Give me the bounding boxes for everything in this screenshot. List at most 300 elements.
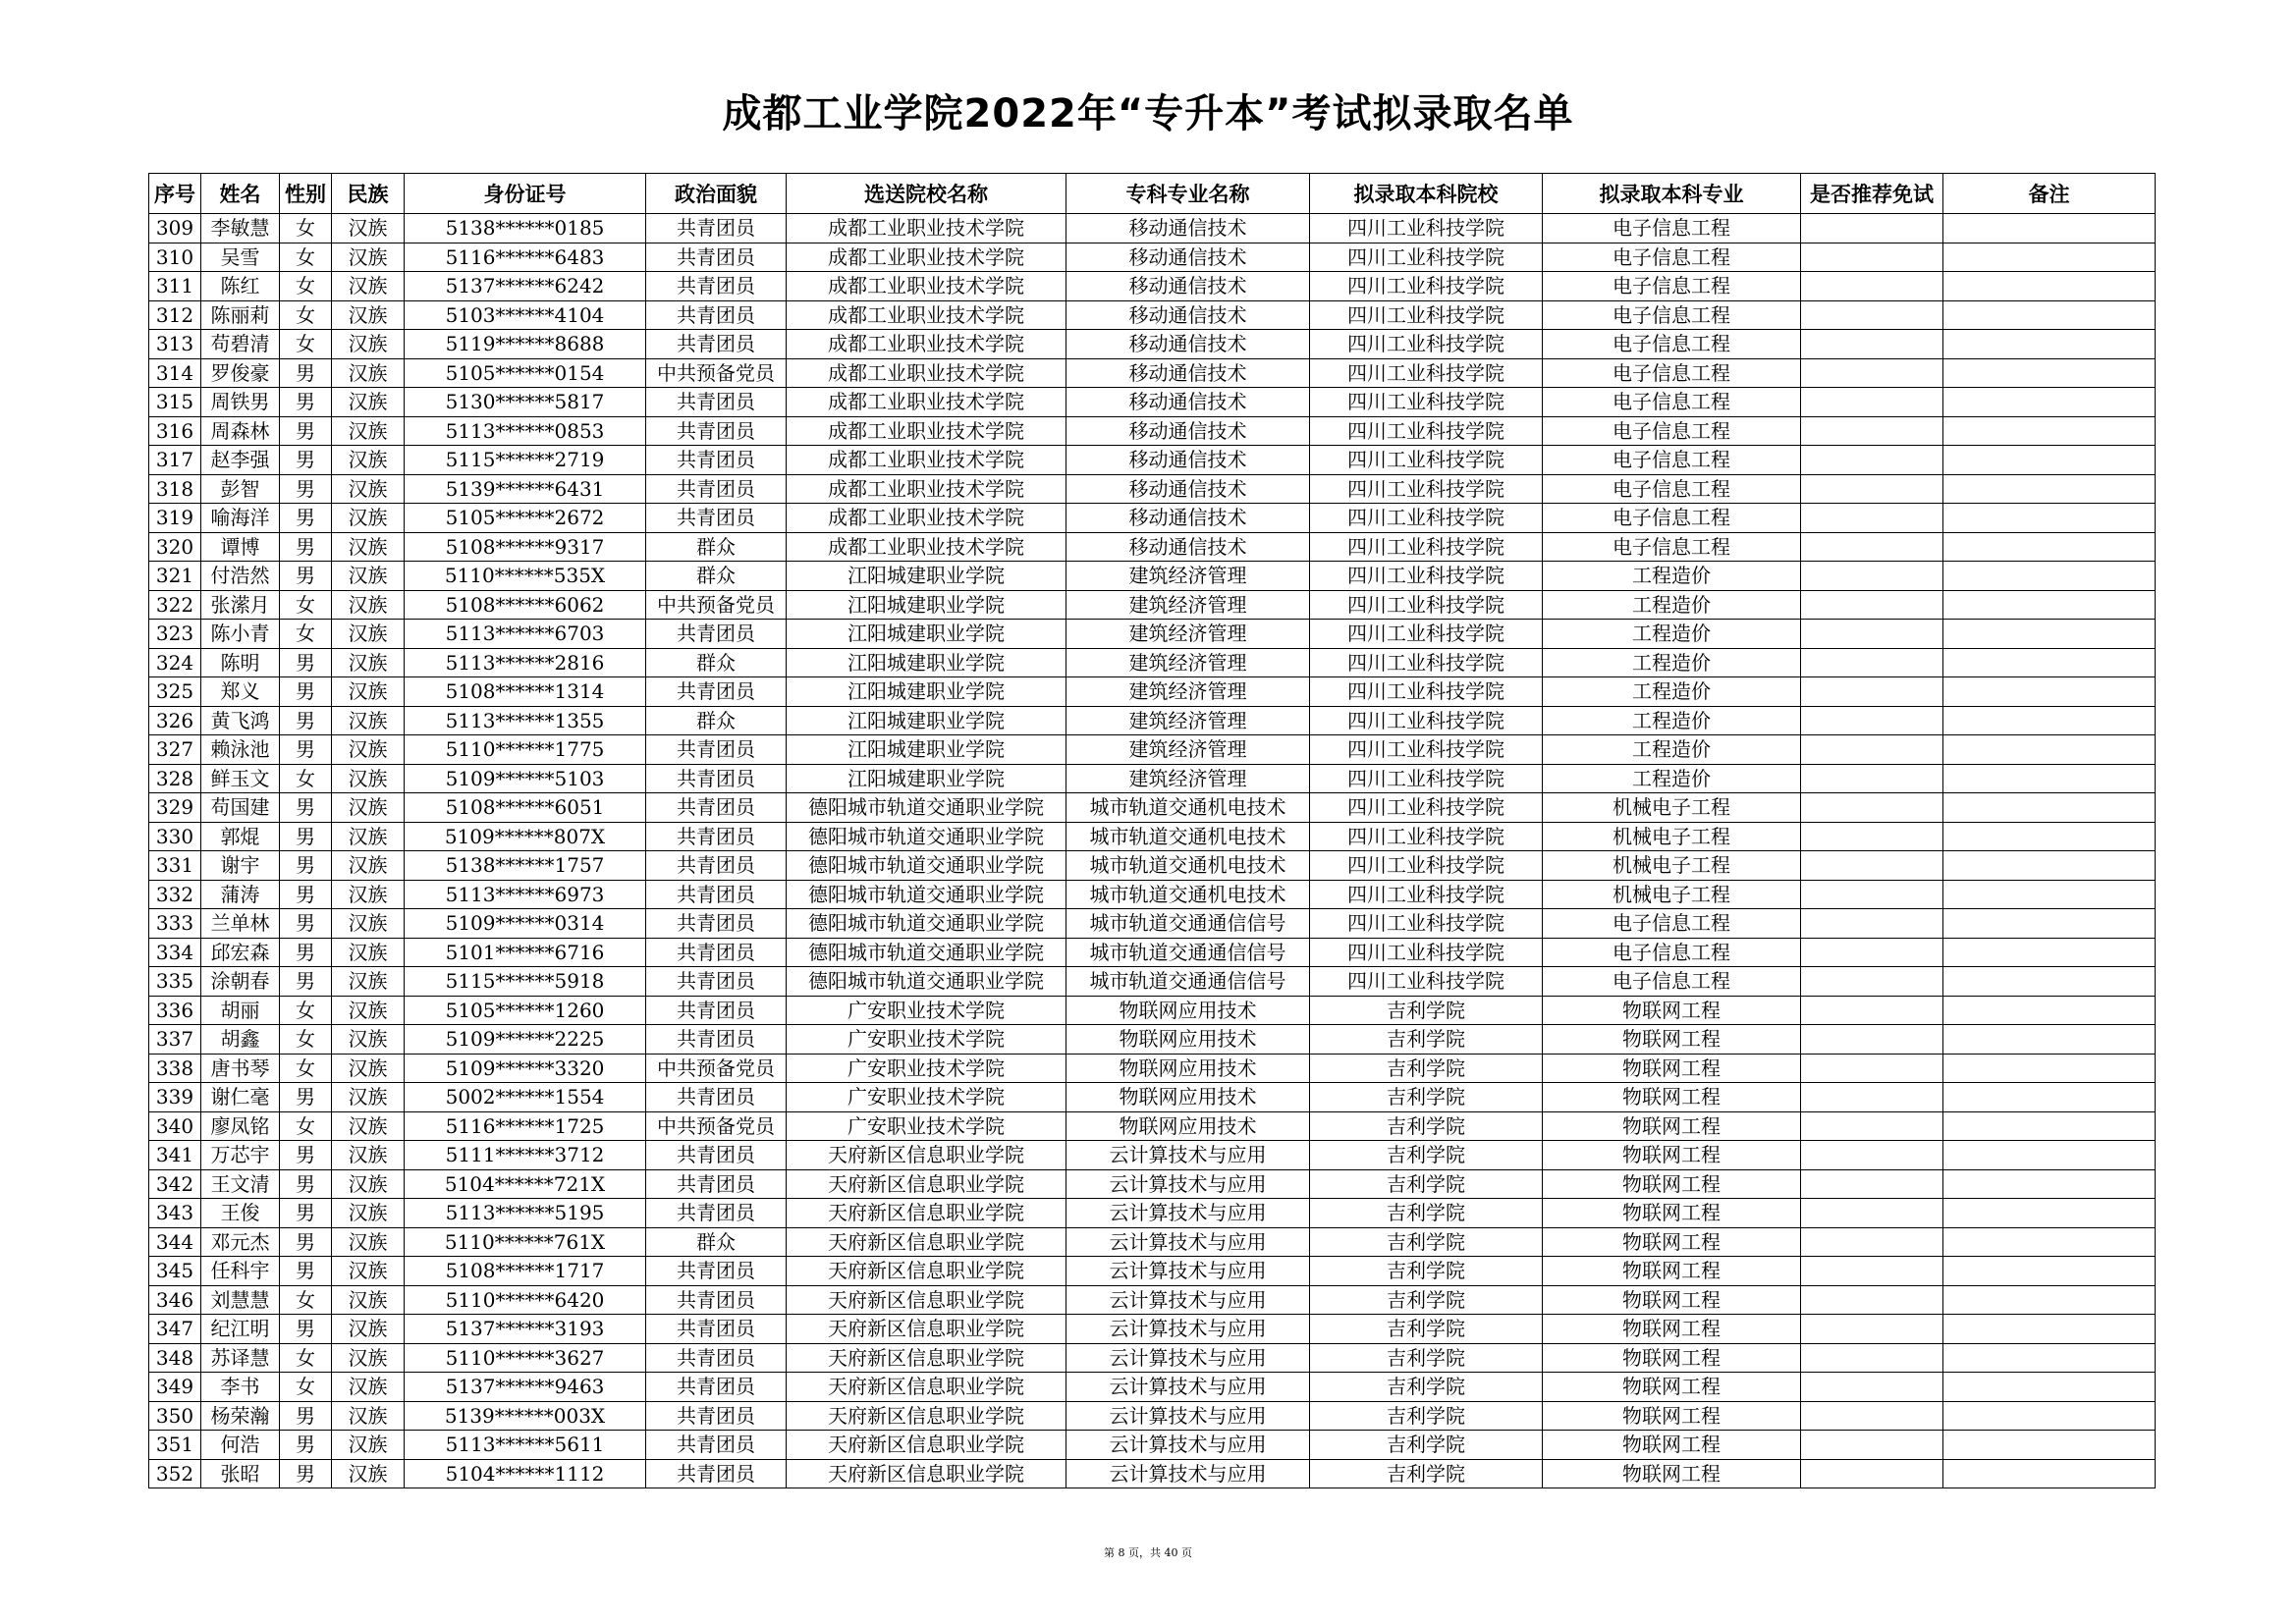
cell-political-status: 共青团员 (646, 1025, 787, 1055)
cell-ethnicity: 汉族 (332, 1111, 405, 1141)
cell-remarks (1943, 416, 2156, 446)
table-row (149, 1401, 2156, 1431)
cell-remarks (1943, 851, 2156, 881)
cell-exam-exempt (1801, 1169, 1943, 1199)
cell-gender: 女 (280, 1285, 332, 1315)
cell-admit-major: 工程造价 (1543, 590, 1801, 620)
cell-source-school: 江阳城建职业学院 (787, 677, 1066, 707)
cell-seq: 335 (149, 967, 201, 997)
cell-political-status: 共青团员 (646, 1169, 787, 1199)
cell-source-school: 成都工业职业技术学院 (787, 474, 1066, 504)
cell-college-major: 云计算技术与应用 (1066, 1343, 1310, 1373)
cell-id-number: 5002******1554 (405, 1083, 646, 1112)
cell-political-status: 共青团员 (646, 1401, 787, 1431)
cell-political-status: 共青团员 (646, 996, 787, 1025)
cell-remarks (1943, 1227, 2156, 1257)
cell-college-major: 城市轨道交通机电技术 (1066, 793, 1310, 823)
cell-source-school: 广安职业技术学院 (787, 1054, 1066, 1083)
cell-name: 兰单林 (201, 909, 280, 939)
cell-political-status: 共青团员 (646, 388, 787, 417)
cell-political-status: 共青团员 (646, 416, 787, 446)
cell-political-status: 共青团员 (646, 272, 787, 301)
cell-admit-major: 工程造价 (1543, 735, 1801, 765)
cell-admit-major: 物联网工程 (1543, 1285, 1801, 1315)
cell-gender: 女 (280, 330, 332, 359)
cell-admit-university: 吉利学院 (1310, 1169, 1543, 1199)
cell-exam-exempt (1801, 996, 1943, 1025)
cell-admit-major: 电子信息工程 (1543, 272, 1801, 301)
cell-seq: 328 (149, 764, 201, 793)
cell-admit-university: 四川工业科技学院 (1310, 330, 1543, 359)
cell-admit-university: 四川工业科技学院 (1310, 909, 1543, 939)
cell-name: 李书 (201, 1373, 280, 1402)
cell-seq: 309 (149, 214, 201, 243)
table-row (149, 358, 2156, 388)
cell-seq: 341 (149, 1141, 201, 1170)
cell-remarks (1943, 532, 2156, 562)
cell-ethnicity: 汉族 (332, 504, 405, 533)
table-row (149, 1111, 2156, 1141)
cell-id-number: 5109******807X (405, 822, 646, 851)
table-row (149, 620, 2156, 649)
cell-seq: 338 (149, 1054, 201, 1083)
cell-name: 黄飞鸿 (201, 706, 280, 735)
cell-admit-major: 物联网工程 (1543, 1227, 1801, 1257)
cell-remarks (1943, 446, 2156, 475)
cell-seq: 337 (149, 1025, 201, 1055)
cell-political-status: 共青团员 (646, 504, 787, 533)
cell-remarks (1943, 1257, 2156, 1286)
cell-admit-university: 四川工业科技学院 (1310, 880, 1543, 909)
cell-admit-university: 四川工业科技学院 (1310, 793, 1543, 823)
cell-political-status: 共青团员 (646, 620, 787, 649)
cell-admit-major: 物联网工程 (1543, 1431, 1801, 1460)
cell-admit-major: 电子信息工程 (1543, 532, 1801, 562)
cell-remarks (1943, 1401, 2156, 1431)
cell-admit-university: 四川工业科技学院 (1310, 272, 1543, 301)
cell-college-major: 移动通信技术 (1066, 532, 1310, 562)
cell-college-major: 云计算技术与应用 (1066, 1285, 1310, 1315)
cell-remarks (1943, 474, 2156, 504)
cell-name: 苏译慧 (201, 1343, 280, 1373)
cell-admit-university: 四川工业科技学院 (1310, 358, 1543, 388)
cell-ethnicity: 汉族 (332, 1401, 405, 1431)
cell-admit-university: 四川工业科技学院 (1310, 474, 1543, 504)
cell-name: 何浩 (201, 1431, 280, 1460)
cell-political-status: 共青团员 (646, 1141, 787, 1170)
cell-source-school: 江阳城建职业学院 (787, 620, 1066, 649)
cell-exam-exempt (1801, 1199, 1943, 1228)
cell-college-major: 移动通信技术 (1066, 214, 1310, 243)
cell-seq: 332 (149, 880, 201, 909)
cell-college-major: 物联网应用技术 (1066, 996, 1310, 1025)
cell-exam-exempt (1801, 967, 1943, 997)
cell-ethnicity: 汉族 (332, 1227, 405, 1257)
cell-gender: 男 (280, 851, 332, 881)
table-row (149, 648, 2156, 677)
cell-remarks (1943, 504, 2156, 533)
cell-id-number: 5137******9463 (405, 1373, 646, 1402)
cell-ethnicity: 汉族 (332, 996, 405, 1025)
cell-source-school: 天府新区信息职业学院 (787, 1199, 1066, 1228)
cell-seq: 342 (149, 1169, 201, 1199)
table-row (149, 735, 2156, 765)
cell-seq: 340 (149, 1111, 201, 1141)
cell-remarks (1943, 967, 2156, 997)
table-row (149, 330, 2156, 359)
cell-admit-university: 四川工业科技学院 (1310, 243, 1543, 272)
header-exam-exempt: 是否推荐免试 (1801, 174, 1943, 214)
cell-source-school: 天府新区信息职业学院 (787, 1315, 1066, 1344)
cell-id-number: 5113******6973 (405, 880, 646, 909)
cell-admit-major: 电子信息工程 (1543, 446, 1801, 475)
cell-admit-major: 工程造价 (1543, 677, 1801, 707)
cell-admit-university: 四川工业科技学院 (1310, 620, 1543, 649)
cell-gender: 男 (280, 416, 332, 446)
cell-seq: 321 (149, 562, 201, 591)
cell-gender: 男 (280, 1401, 332, 1431)
header-political-status: 政治面貌 (646, 174, 787, 214)
cell-name: 陈丽莉 (201, 300, 280, 330)
cell-gender: 女 (280, 996, 332, 1025)
cell-name: 赖泳池 (201, 735, 280, 765)
cell-exam-exempt (1801, 300, 1943, 330)
cell-source-school: 成都工业职业技术学院 (787, 243, 1066, 272)
header-admit-major: 拟录取本科专业 (1543, 174, 1801, 214)
cell-gender: 男 (280, 648, 332, 677)
cell-admit-university: 四川工业科技学院 (1310, 532, 1543, 562)
cell-admit-university: 四川工业科技学院 (1310, 967, 1543, 997)
cell-seq: 346 (149, 1285, 201, 1315)
cell-gender: 男 (280, 677, 332, 707)
cell-remarks (1943, 793, 2156, 823)
cell-remarks (1943, 300, 2156, 330)
cell-political-status: 共青团员 (646, 938, 787, 967)
cell-gender: 男 (280, 532, 332, 562)
cell-admit-university: 四川工业科技学院 (1310, 446, 1543, 475)
cell-college-major: 物联网应用技术 (1066, 1025, 1310, 1055)
cell-admit-university: 吉利学院 (1310, 1054, 1543, 1083)
cell-admit-major: 电子信息工程 (1543, 214, 1801, 243)
cell-admit-university: 四川工业科技学院 (1310, 938, 1543, 967)
cell-source-school: 成都工业职业技术学院 (787, 300, 1066, 330)
cell-gender: 男 (280, 967, 332, 997)
cell-gender: 女 (280, 1025, 332, 1055)
cell-id-number: 5113******5195 (405, 1199, 646, 1228)
cell-name: 纪江明 (201, 1315, 280, 1344)
cell-ethnicity: 汉族 (332, 1285, 405, 1315)
cell-remarks (1943, 590, 2156, 620)
table-row (149, 996, 2156, 1025)
cell-gender: 女 (280, 590, 332, 620)
cell-college-major: 物联网应用技术 (1066, 1054, 1310, 1083)
cell-seq: 312 (149, 300, 201, 330)
cell-admit-major: 工程造价 (1543, 648, 1801, 677)
cell-admit-major: 电子信息工程 (1543, 416, 1801, 446)
cell-seq: 314 (149, 358, 201, 388)
cell-name: 付浩然 (201, 562, 280, 591)
cell-id-number: 5109******5103 (405, 764, 646, 793)
cell-college-major: 建筑经济管理 (1066, 590, 1310, 620)
cell-political-status: 共青团员 (646, 243, 787, 272)
table-row (149, 300, 2156, 330)
cell-admit-university: 四川工业科技学院 (1310, 214, 1543, 243)
cell-exam-exempt (1801, 1083, 1943, 1112)
cell-remarks (1943, 1285, 2156, 1315)
cell-id-number: 5108******1314 (405, 677, 646, 707)
cell-source-school: 成都工业职业技术学院 (787, 446, 1066, 475)
header-college-major: 专科专业名称 (1066, 174, 1310, 214)
cell-exam-exempt (1801, 909, 1943, 939)
cell-remarks (1943, 706, 2156, 735)
cell-admit-university: 吉利学院 (1310, 1111, 1543, 1141)
cell-name: 周铁男 (201, 388, 280, 417)
cell-source-school: 江阳城建职业学院 (787, 562, 1066, 591)
cell-political-status: 群众 (646, 1227, 787, 1257)
cell-exam-exempt (1801, 822, 1943, 851)
cell-source-school: 广安职业技术学院 (787, 996, 1066, 1025)
cell-political-status: 群众 (646, 532, 787, 562)
cell-remarks (1943, 1459, 2156, 1488)
cell-political-status: 共青团员 (646, 1315, 787, 1344)
cell-name: 蒲涛 (201, 880, 280, 909)
cell-gender: 女 (280, 243, 332, 272)
cell-college-major: 云计算技术与应用 (1066, 1401, 1310, 1431)
cell-id-number: 5108******6051 (405, 793, 646, 823)
cell-name: 张潆月 (201, 590, 280, 620)
cell-admit-major: 物联网工程 (1543, 1025, 1801, 1055)
cell-political-status: 共青团员 (646, 1285, 787, 1315)
table-row (149, 1169, 2156, 1199)
cell-id-number: 5105******0154 (405, 358, 646, 388)
admission-table (148, 173, 2156, 1488)
cell-admit-university: 四川工业科技学院 (1310, 416, 1543, 446)
cell-ethnicity: 汉族 (332, 880, 405, 909)
cell-exam-exempt (1801, 532, 1943, 562)
table-row (149, 851, 2156, 881)
cell-source-school: 广安职业技术学院 (787, 1025, 1066, 1055)
table-header-row (149, 174, 2156, 214)
cell-ethnicity: 汉族 (332, 1373, 405, 1402)
cell-remarks (1943, 880, 2156, 909)
cell-admit-university: 吉利学院 (1310, 1141, 1543, 1170)
cell-exam-exempt (1801, 648, 1943, 677)
cell-id-number: 5109******2225 (405, 1025, 646, 1055)
cell-source-school: 德阳城市轨道交通职业学院 (787, 967, 1066, 997)
cell-college-major: 移动通信技术 (1066, 358, 1310, 388)
cell-seq: 339 (149, 1083, 201, 1112)
cell-exam-exempt (1801, 1401, 1943, 1431)
cell-political-status: 共青团员 (646, 851, 787, 881)
cell-political-status: 共青团员 (646, 967, 787, 997)
cell-name: 刘慧慧 (201, 1285, 280, 1315)
cell-seq: 324 (149, 648, 201, 677)
cell-gender: 男 (280, 1083, 332, 1112)
cell-name: 廖凤铭 (201, 1111, 280, 1141)
table-row (149, 1257, 2156, 1286)
cell-ethnicity: 汉族 (332, 938, 405, 967)
cell-admit-university: 四川工业科技学院 (1310, 562, 1543, 591)
cell-ethnicity: 汉族 (332, 272, 405, 301)
cell-source-school: 成都工业职业技术学院 (787, 330, 1066, 359)
cell-admit-major: 物联网工程 (1543, 1257, 1801, 1286)
cell-ethnicity: 汉族 (332, 562, 405, 591)
cell-political-status: 群众 (646, 706, 787, 735)
cell-ethnicity: 汉族 (332, 793, 405, 823)
cell-admit-major: 电子信息工程 (1543, 504, 1801, 533)
cell-source-school: 江阳城建职业学院 (787, 648, 1066, 677)
cell-seq: 317 (149, 446, 201, 475)
cell-political-status: 共青团员 (646, 214, 787, 243)
cell-seq: 331 (149, 851, 201, 881)
cell-id-number: 5116******1725 (405, 1111, 646, 1141)
cell-gender: 女 (280, 620, 332, 649)
cell-remarks (1943, 358, 2156, 388)
cell-ethnicity: 汉族 (332, 909, 405, 939)
cell-id-number: 5139******6431 (405, 474, 646, 504)
cell-exam-exempt (1801, 388, 1943, 417)
cell-id-number: 5110******3627 (405, 1343, 646, 1373)
cell-admit-university: 四川工业科技学院 (1310, 504, 1543, 533)
cell-ethnicity: 汉族 (332, 358, 405, 388)
cell-ethnicity: 汉族 (332, 822, 405, 851)
cell-seq: 351 (149, 1431, 201, 1460)
cell-source-school: 江阳城建职业学院 (787, 764, 1066, 793)
cell-college-major: 云计算技术与应用 (1066, 1227, 1310, 1257)
cell-ethnicity: 汉族 (332, 388, 405, 417)
cell-exam-exempt (1801, 416, 1943, 446)
cell-seq: 319 (149, 504, 201, 533)
cell-admit-major: 电子信息工程 (1543, 243, 1801, 272)
cell-id-number: 5108******9317 (405, 532, 646, 562)
cell-source-school: 天府新区信息职业学院 (787, 1227, 1066, 1257)
cell-remarks (1943, 735, 2156, 765)
cell-ethnicity: 汉族 (332, 706, 405, 735)
cell-gender: 女 (280, 1111, 332, 1141)
cell-admit-university: 四川工业科技学院 (1310, 822, 1543, 851)
cell-ethnicity: 汉族 (332, 590, 405, 620)
cell-admit-university: 吉利学院 (1310, 1285, 1543, 1315)
cell-gender: 女 (280, 1343, 332, 1373)
cell-admit-major: 机械电子工程 (1543, 822, 1801, 851)
cell-gender: 男 (280, 735, 332, 765)
cell-ethnicity: 汉族 (332, 967, 405, 997)
cell-seq: 348 (149, 1343, 201, 1373)
table-row (149, 793, 2156, 823)
cell-seq: 318 (149, 474, 201, 504)
cell-id-number: 5103******4104 (405, 300, 646, 330)
cell-name: 万芯宇 (201, 1141, 280, 1170)
cell-seq: 326 (149, 706, 201, 735)
cell-gender: 男 (280, 562, 332, 591)
cell-remarks (1943, 243, 2156, 272)
cell-remarks (1943, 996, 2156, 1025)
cell-name: 胡丽 (201, 996, 280, 1025)
cell-gender: 男 (280, 1257, 332, 1286)
cell-college-major: 城市轨道交通机电技术 (1066, 851, 1310, 881)
cell-name: 任科宇 (201, 1257, 280, 1286)
cell-remarks (1943, 648, 2156, 677)
cell-name: 喻海洋 (201, 504, 280, 533)
cell-id-number: 5110******1775 (405, 735, 646, 765)
cell-seq: 325 (149, 677, 201, 707)
cell-college-major: 云计算技术与应用 (1066, 1257, 1310, 1286)
cell-id-number: 5105******2672 (405, 504, 646, 533)
cell-political-status: 共青团员 (646, 300, 787, 330)
cell-source-school: 成都工业职业技术学院 (787, 272, 1066, 301)
cell-exam-exempt (1801, 243, 1943, 272)
table-row (149, 909, 2156, 939)
cell-admit-major: 电子信息工程 (1543, 300, 1801, 330)
cell-name: 唐书琴 (201, 1054, 280, 1083)
cell-admit-major: 工程造价 (1543, 764, 1801, 793)
cell-admit-university: 四川工业科技学院 (1310, 388, 1543, 417)
cell-remarks (1943, 909, 2156, 939)
cell-college-major: 云计算技术与应用 (1066, 1431, 1310, 1460)
cell-name: 陈明 (201, 648, 280, 677)
cell-ethnicity: 汉族 (332, 735, 405, 765)
cell-admit-major: 物联网工程 (1543, 1401, 1801, 1431)
cell-source-school: 天府新区信息职业学院 (787, 1373, 1066, 1402)
cell-name: 谢仁毫 (201, 1083, 280, 1112)
cell-political-status: 共青团员 (646, 880, 787, 909)
table-row (149, 1083, 2156, 1112)
cell-exam-exempt (1801, 793, 1943, 823)
cell-name: 杨荣瀚 (201, 1401, 280, 1431)
cell-admit-major: 电子信息工程 (1543, 938, 1801, 967)
cell-remarks (1943, 562, 2156, 591)
cell-college-major: 建筑经济管理 (1066, 648, 1310, 677)
cell-ethnicity: 汉族 (332, 1169, 405, 1199)
cell-admit-university: 吉利学院 (1310, 1083, 1543, 1112)
cell-college-major: 建筑经济管理 (1066, 735, 1310, 765)
cell-exam-exempt (1801, 1025, 1943, 1055)
cell-gender: 男 (280, 388, 332, 417)
cell-source-school: 德阳城市轨道交通职业学院 (787, 851, 1066, 881)
cell-admit-university: 四川工业科技学院 (1310, 706, 1543, 735)
cell-gender: 男 (280, 1227, 332, 1257)
table-row (149, 1025, 2156, 1055)
cell-college-major: 建筑经济管理 (1066, 706, 1310, 735)
cell-source-school: 天府新区信息职业学院 (787, 1431, 1066, 1460)
cell-admit-university: 吉利学院 (1310, 1431, 1543, 1460)
cell-ethnicity: 汉族 (332, 677, 405, 707)
cell-id-number: 5104******1112 (405, 1459, 646, 1488)
cell-gender: 女 (280, 272, 332, 301)
cell-exam-exempt (1801, 1285, 1943, 1315)
table-row (149, 446, 2156, 475)
cell-name: 苟碧清 (201, 330, 280, 359)
cell-id-number: 5108******6062 (405, 590, 646, 620)
cell-political-status: 共青团员 (646, 1459, 787, 1488)
cell-political-status: 中共预备党员 (646, 590, 787, 620)
cell-id-number: 5109******0314 (405, 909, 646, 939)
table-row (149, 1199, 2156, 1228)
cell-name: 王文清 (201, 1169, 280, 1199)
cell-gender: 女 (280, 214, 332, 243)
cell-admit-major: 物联网工程 (1543, 1459, 1801, 1488)
header-remarks: 备注 (1943, 174, 2156, 214)
cell-exam-exempt (1801, 214, 1943, 243)
cell-name: 涂朝春 (201, 967, 280, 997)
cell-college-major: 云计算技术与应用 (1066, 1459, 1310, 1488)
cell-source-school: 天府新区信息职业学院 (787, 1401, 1066, 1431)
cell-exam-exempt (1801, 938, 1943, 967)
cell-college-major: 移动通信技术 (1066, 474, 1310, 504)
cell-college-major: 云计算技术与应用 (1066, 1169, 1310, 1199)
header-admit-university: 拟录取本科院校 (1310, 174, 1543, 214)
cell-admit-university: 四川工业科技学院 (1310, 764, 1543, 793)
